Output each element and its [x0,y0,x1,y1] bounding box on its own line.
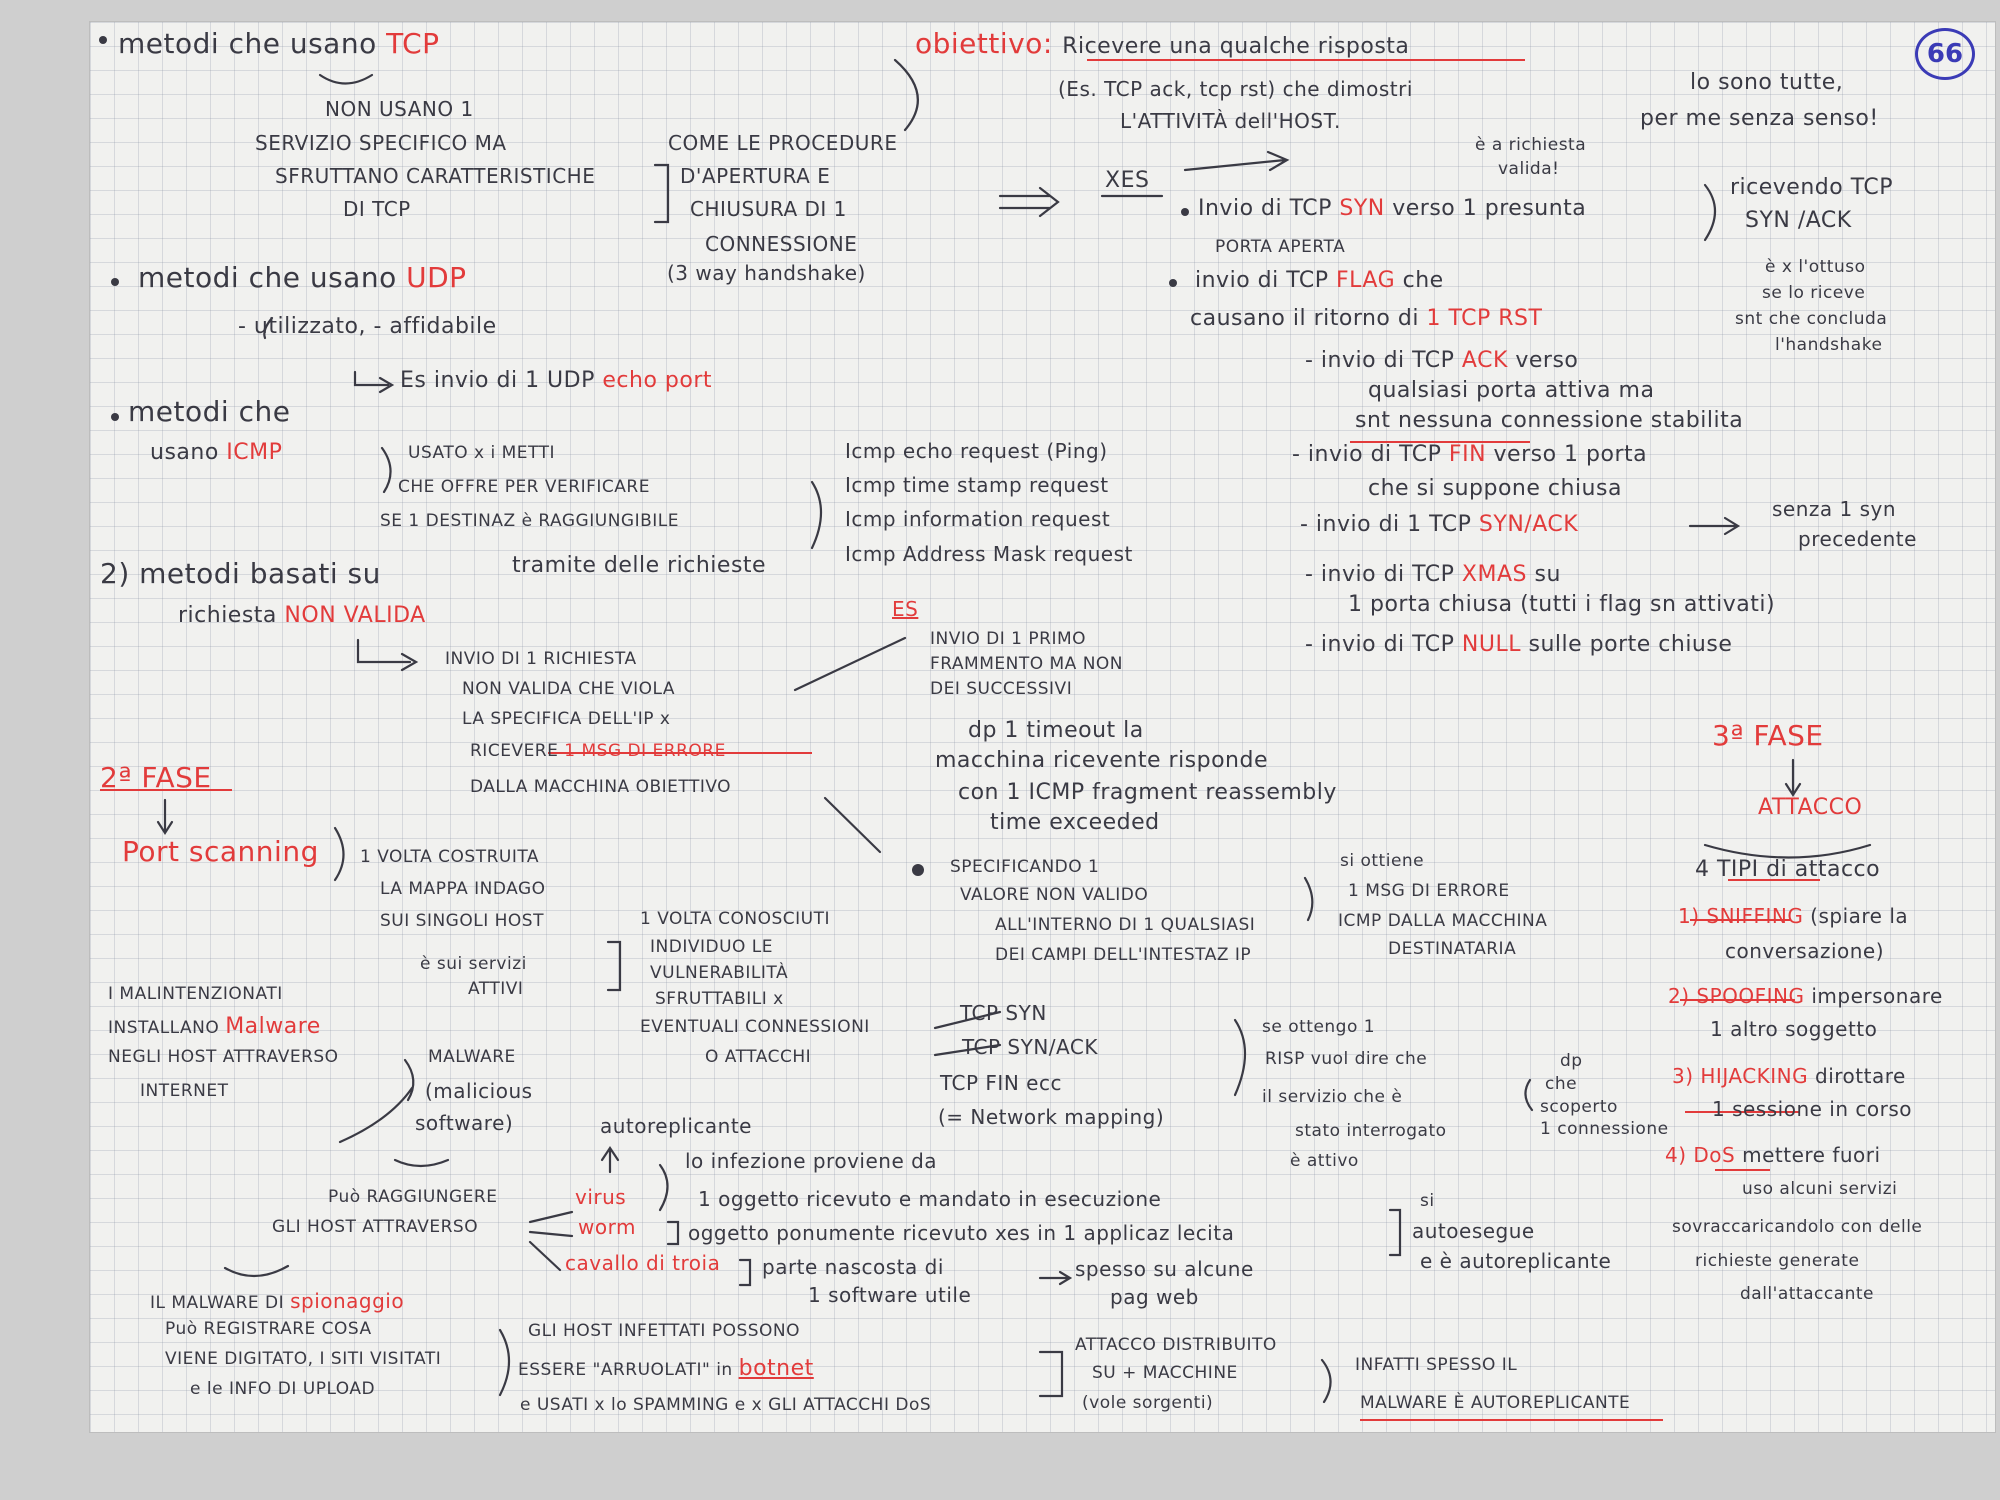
note-line: VULNERABILITÀ [650,963,789,983]
note-line: INSTALLANO Malware [108,1014,321,1039]
note-line: TCP SYN [960,1001,1047,1025]
note-line: RICEVERE 1 MSG DI ERRORE [470,741,726,761]
note-line: INTERNET [140,1081,229,1101]
note-line: dp [1560,1051,1583,1071]
note-line: GLI HOST ATTRAVERSO [272,1217,479,1237]
note-line: INFATTI SPESSO IL [1355,1355,1518,1375]
note-line: il servizio che è [1262,1087,1403,1107]
note-line: se ottengo 1 [1262,1017,1376,1037]
note-line: obiettivo: Ricevere una qualche risposta [915,27,1410,60]
note-line: spesso su alcune [1075,1257,1254,1281]
note-line: (Es. TCP ack, tcp rst) che dimostri [1058,77,1413,101]
note-line: 4 TIPI di attacco [1695,857,1881,882]
note-line: 1 VOLTA COSTRUITA [360,847,540,867]
trojan-label: cavallo di troia [565,1251,721,1275]
note-line: precedente [1798,527,1917,551]
note-line: dall'attaccante [1740,1284,1875,1304]
note-line: scoperto [1540,1097,1618,1117]
note-line: time exceeded [990,810,1160,835]
note-line: FRAMMENTO MA NON [930,654,1124,674]
note-line: IL MALWARE DI spionaggio [150,1289,405,1313]
note-line: causano il ritorno di 1 TCP RST [1190,306,1543,331]
note-line: DALLA MACCHINA OBIETTIVO [470,777,732,797]
page-number-badge: 66 [1915,28,1975,80]
note-line: tramite delle richieste [512,553,767,578]
note-line: INVIO DI 1 PRIMO [930,629,1087,649]
note-line: I MALINTENZIONATI [108,984,283,1004]
note-line: INVIO DI 1 RICHIESTA [445,649,637,669]
note-line: GLI HOST INFETTATI POSSONO [528,1321,801,1341]
note-line: richiesta NON VALIDA [178,603,426,628]
note-line: 1 sessione in corso [1712,1097,1912,1121]
note-line: LA MAPPA INDAGO [380,879,546,899]
note-line: - invio di TCP NULL sulle porte chiuse [1305,632,1733,657]
note-line: oggetto ponumente ricevuto xes in 1 applicaz lecita [688,1221,1235,1245]
attack-label: ATTACCO [1758,795,1863,820]
note-line: sovraccaricandolo con delle [1672,1217,1923,1237]
note-line: con 1 ICMP fragment reassembly [958,780,1337,805]
note-line: conversazione) [1725,939,1885,963]
note-line: MALWARE È AUTOREPLICANTE [1360,1393,1631,1413]
note-line: 1 porta chiusa (tutti i flag sn attivati) [1348,592,1776,617]
note-line: per me senza senso! [1640,106,1879,131]
note-line: Icmp echo request (Ping) [845,439,1108,463]
note-line: SE 1 DESTINAZ è RAGGIUNGIBILE [380,511,679,531]
note-line: 1 altro soggetto [1710,1017,1878,1041]
note-line: MALWARE [428,1047,516,1067]
note-line: se lo riceve [1762,283,1866,303]
attack-type-dos: 4) DoS mettere fuori [1665,1143,1881,1167]
note-line: l'handshake [1775,335,1883,355]
note-line: 1 software utile [808,1283,972,1307]
note-line: O ATTACCHI [705,1047,812,1067]
note-line: valida! [1498,159,1560,179]
note-line: CHIUSURA DI 1 [690,197,847,221]
attack-type-spoofing: 2) SPOOFING impersonare [1668,984,1943,1008]
note-line: metodi che usano TCP [118,27,440,60]
note-line: lo sono tutte, [1690,70,1844,95]
note-line: SERVIZIO SPECIFICO MA [255,131,507,155]
note-line: Icmp time stamp request [845,473,1109,497]
note-line: 1 MSG DI ERRORE [1348,881,1510,901]
note-line: CONNESSIONE [705,232,858,256]
note-line: DEI CAMPI DELL'INTESTAZ IP [995,945,1252,965]
note-line: DESTINATARIA [1388,939,1517,959]
note-line: DEI SUCCESSIVI [930,679,1073,699]
note-line: qualsiasi porta attiva ma [1368,378,1655,403]
note-line: DI TCP [343,197,411,221]
note-line: Può RAGGIUNGERE [328,1187,498,1207]
note-line: ALL'INTERNO DI 1 QUALSIASI [995,915,1256,935]
note-line: Icmp information request [845,507,1111,531]
note-line: senza 1 syn [1772,497,1897,521]
note-line: 1 connessione [1540,1119,1669,1139]
note-line: CHE OFFRE PER VERIFICARE [398,477,650,497]
note-line: ATTIVI [468,979,524,999]
note-line: snt nessuna connessione stabilita [1355,408,1744,433]
note-line: e è autoreplicante [1420,1249,1612,1273]
note-line: PORTA APERTA [1215,237,1346,257]
note-line: parte nascosta di [762,1255,944,1279]
note-line: uso alcuni servizi [1742,1179,1898,1199]
note-line: si [1420,1191,1435,1211]
note-line: SUI SINGOLI HOST [380,911,544,931]
note-line: NEGLI HOST ATTRAVERSO [108,1047,339,1067]
note-line: usano ICMP [150,440,283,465]
note-line: SYN /ACK [1745,208,1852,233]
note-line: SU + MACCHINE [1092,1363,1238,1383]
worm-label: worm [578,1215,636,1239]
note-line: - utilizzato, - affidabile [238,314,497,339]
note-line: metodi che usano UDP [138,261,467,294]
note-line: SFRUTTANO CARATTERISTICHE [275,164,596,188]
note-line: invio di TCP FLAG che [1195,268,1444,293]
note-line: - invio di TCP FIN verso 1 porta [1292,442,1648,467]
note-line: e USATI x lo SPAMMING e x GLI ATTACCHI DoS [520,1395,932,1415]
smile-stroke [320,75,372,84]
note-line: (= Network mapping) [938,1105,1165,1129]
note-line: COME LE PROCEDURE [668,131,898,155]
note-line: ATTACCO DISTRIBUITO [1075,1335,1277,1355]
note-line: autoreplicante [600,1114,752,1138]
note-line: INDIVIDUO LE [650,937,774,957]
note-line: NON USANO 1 [325,97,474,121]
attack-type-hijacking: 3) HIJACKING dirottare [1672,1064,1906,1088]
note-line: VALORE NON VALIDO [960,885,1149,905]
note-line: - invio di TCP ACK verso [1305,348,1579,373]
note-line: che [1545,1074,1578,1094]
note-line: ESSERE "ARRUOLATI" in botnet [518,1356,814,1381]
note-line: ICMP DALLA MACCHINA [1338,911,1548,931]
port-scanning-label: Port scanning [122,835,319,868]
note-line: è x l'ottuso [1765,257,1866,277]
note-line: RISP vuol dire che [1265,1049,1428,1069]
note-line: SPECIFICANDO 1 [950,857,1100,877]
note-line: macchina ricevente risponde [935,748,1269,773]
note-line: è a richiesta [1475,135,1587,155]
note-line: TCP SYN/ACK [962,1035,1098,1059]
note-line: TCP FIN ecc [940,1071,1062,1095]
note-line: L'ATTIVITÀ dell'HOST. [1120,109,1341,133]
note-line: Può REGISTRARE COSA [165,1319,372,1339]
note-line: autoesegue [1412,1219,1535,1243]
note-line: (malicious [425,1079,533,1103]
note-line: snt che concluda [1735,309,1888,329]
note-line: si ottiene [1340,851,1425,871]
note-line: ES [892,597,919,621]
note-line: NON VALIDA CHE VIOLA [462,679,676,699]
note-line: lo infezione proviene da [685,1149,938,1173]
note-line: è sui servizi [420,954,527,974]
note-line: VIENE DIGITATO, I SITI VISITATI [165,1349,442,1369]
note-line: è attivo [1290,1151,1359,1171]
note-line: Es invio di 1 UDP echo port [400,368,712,393]
note-line: dp 1 timeout la [968,718,1144,743]
note-line: pag web [1110,1285,1199,1309]
note-line: D'APERTURA E [680,164,831,188]
note-line: 1 oggetto ricevuto e mandato in esecuzione [698,1187,1162,1211]
note-line: software) [415,1111,514,1135]
virus-label: virus [575,1185,627,1209]
note-line: LA SPECIFICA DELL'IP x [462,709,671,729]
note-line: che si suppone chiusa [1368,476,1622,501]
attack-type-sniffing: 1) SNIFFING (spiare la [1678,904,1909,928]
phase-3-heading: 3ª FASE [1712,719,1824,752]
note-line: e le INFO DI UPLOAD [190,1379,376,1399]
note-line: richieste generate [1695,1251,1860,1271]
note-line: - invio di TCP XMAS su [1305,562,1561,587]
phase-2-heading: 2ª FASE [100,761,212,794]
note-line: - invio di 1 TCP SYN/ACK [1300,512,1579,537]
note-line: ricevendo TCP [1730,175,1893,200]
note-line: 2) metodi basati su [100,557,381,590]
note-line: SFRUTTABILI x [655,989,784,1009]
note-line: Icmp Address Mask request [845,542,1133,566]
note-line: (vole sorgenti) [1082,1393,1214,1413]
note-line: 1 VOLTA CONOSCIUTI [640,909,831,929]
note-line: XES [1105,168,1150,193]
note-line: Invio di TCP SYN verso 1 presunta [1198,196,1587,221]
note-line: stato interrogato [1295,1121,1447,1141]
note-line: EVENTUALI CONNESSIONI [640,1017,870,1037]
note-line: (3 way handshake) [667,261,866,285]
note-line: metodi che [128,395,291,428]
note-line: USATO x i METTI [408,443,556,463]
